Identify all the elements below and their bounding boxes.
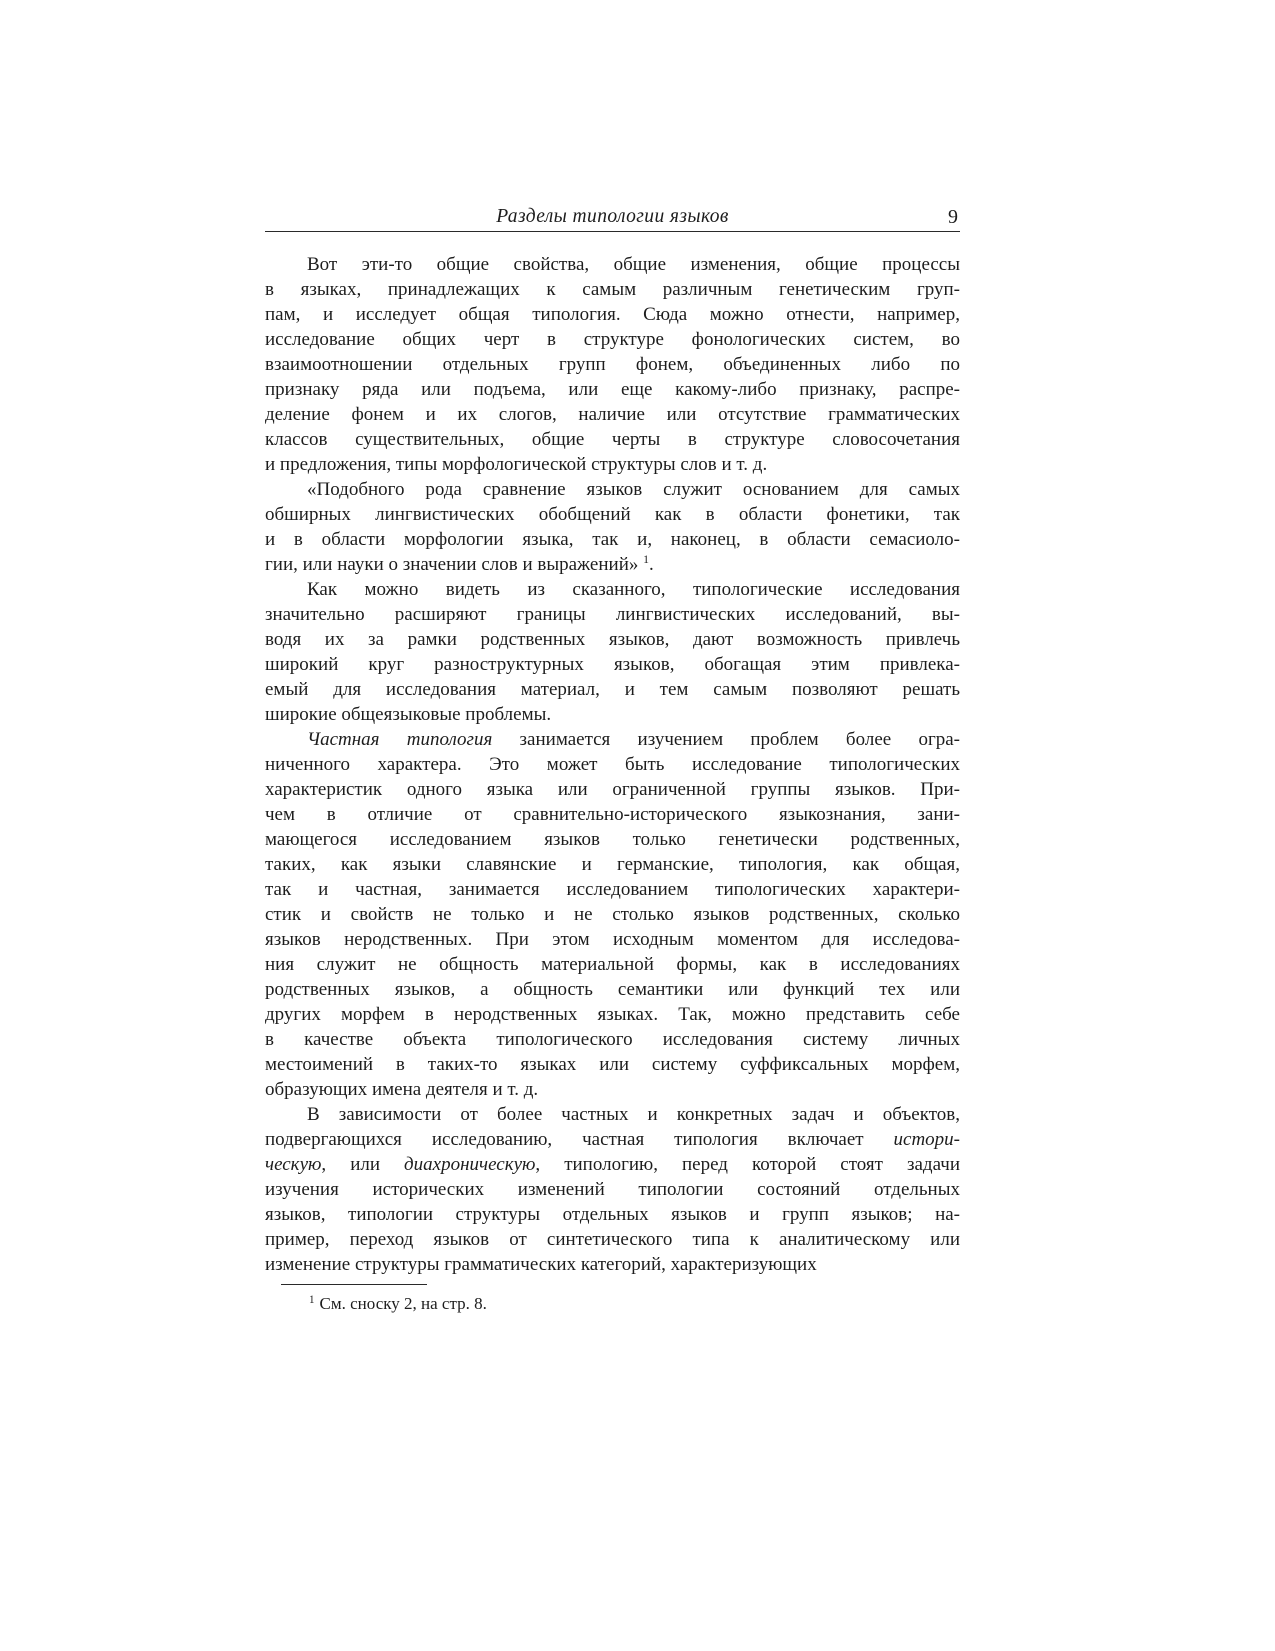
text-line	[265, 1227, 960, 1252]
text-segment: Как можно видеть из сказанного, типологические исследования	[307, 579, 960, 600]
text-segment: языков неродственных. При этом исходным моментом для исследова-	[265, 929, 960, 950]
text-line	[265, 752, 960, 777]
text-line	[265, 552, 960, 577]
text-segment: стик и свойств не только и не столько языков родственных, сколько	[265, 904, 960, 925]
text-line	[265, 977, 960, 1002]
paragraph	[265, 1102, 960, 1277]
text-line	[265, 377, 960, 402]
text-line	[265, 1127, 960, 1152]
text-segment: значительно расширяют границы лингвистических исследований, вы-	[265, 604, 960, 625]
text-line	[265, 352, 960, 377]
text-line	[265, 252, 960, 277]
text-line	[265, 277, 960, 302]
running-head-title: Разделы типологии языков	[496, 206, 729, 227]
text-segment: водя их за рамки родственных языков, дают возможность привлечь	[265, 629, 960, 650]
text-segment: гии, или науки о значении слов и выражений»	[265, 554, 644, 575]
italic-text: диахроническую	[404, 1154, 536, 1175]
text-segment: исследование общих черт в структуре фонологических систем, во	[265, 329, 960, 350]
text-segment: занимается изучением проблем более огра-	[492, 729, 960, 750]
text-line	[265, 1102, 960, 1127]
text-segment: и в области морфологии языка, так и, наконец, в области семасиоло-	[265, 529, 960, 550]
text-segment: признаку ряда или подъема, или еще какому-либо признаку, распре-	[265, 379, 960, 400]
text-line	[265, 452, 960, 477]
text-segment: родственных языков, а общность семантики или функций тех или	[265, 979, 960, 1000]
text-segment: пример, переход языков от синтетического типа к аналитическому или	[265, 1229, 960, 1250]
text-segment: языков, типологии структуры отдельных языков и групп языков; на-	[265, 1204, 960, 1225]
text-segment: и предложения, типы морфологической структуры слов и т. д.	[265, 454, 768, 475]
footnote-marker: 1	[309, 1294, 315, 1306]
italic-text: истори-	[893, 1129, 960, 1150]
text-segment: ния служит не общность материальной формы, как в исследованиях	[265, 954, 960, 975]
text-segment: классов существительных, общие черты в структуре словосочетания	[265, 429, 960, 450]
text-line	[265, 927, 960, 952]
text-segment: изучения исторических изменений типологии состояний отдельных	[265, 1179, 960, 1200]
text-line	[265, 1002, 960, 1027]
text-line	[265, 427, 960, 452]
text-line	[265, 502, 960, 527]
text-line	[265, 1027, 960, 1052]
text-segment: Вот эти-то общие свойства, общие изменения, общие процессы	[307, 254, 960, 275]
footnote-block	[265, 1284, 960, 1315]
paragraph	[265, 727, 960, 1102]
paragraph	[265, 477, 960, 577]
text-segment: пам, и исследует общая типология. Сюда можно отнести, например,	[265, 304, 960, 325]
text-line	[265, 302, 960, 327]
text-segment: таких, как языки славянские и германские, типология, как общая,	[265, 854, 960, 875]
text-line	[265, 677, 960, 702]
footnote	[265, 1285, 960, 1315]
text-block	[265, 200, 960, 1315]
text-line	[265, 852, 960, 877]
text-line	[265, 727, 960, 752]
italic-text: Частная типология	[307, 729, 493, 750]
text-segment: других морфем в неродственных языках. Так, можно представить себе	[265, 1004, 960, 1025]
text-segment: обширных лингвистических обобщений как в области фонетики, так	[265, 504, 960, 525]
text-segment: подвергающихся исследованию, частная типология включает	[265, 1129, 894, 1150]
text-line	[265, 627, 960, 652]
text-line	[265, 1177, 960, 1202]
text-line	[265, 602, 960, 627]
text-line	[265, 1077, 960, 1102]
text-segment: «Подобного рода сравнение языков служит основанием для самых	[307, 479, 960, 500]
text-segment: в качестве объекта типологического исследования систему личных	[265, 1029, 960, 1050]
text-segment: мающегося исследованием языков только генетически родственных,	[265, 829, 960, 850]
text-line	[265, 777, 960, 802]
text-line	[265, 952, 960, 977]
text-line	[265, 402, 960, 427]
text-segment: образующих имена деятеля и т. д.	[265, 1079, 539, 1100]
text-segment: , или	[321, 1154, 405, 1175]
text-segment: .	[649, 554, 654, 575]
italic-text: ческую	[265, 1154, 322, 1175]
text-segment: широкий круг разноструктурных языков, обогащая этим привлека-	[265, 654, 960, 675]
text-segment: В зависимости от более частных и конкретных задач и объектов,	[307, 1104, 960, 1125]
text-line	[265, 902, 960, 927]
text-line	[265, 1052, 960, 1077]
text-segment: чем в отличие от сравнительно-исторического языкознания, зани-	[265, 804, 960, 825]
running-head	[265, 200, 960, 232]
text-line	[265, 477, 960, 502]
text-line	[265, 702, 960, 727]
page-body	[265, 252, 960, 1277]
text-line	[265, 827, 960, 852]
footnote-text: См. сноску 2, на стр. 8.	[319, 1294, 487, 1313]
text-line	[265, 527, 960, 552]
text-line	[265, 1202, 960, 1227]
text-segment: ниченного характера. Это может быть исследование типологических	[265, 754, 960, 775]
text-segment: характеристик одного языка или ограниченной группы языков. При-	[265, 779, 960, 800]
paragraph	[265, 252, 960, 477]
text-line	[265, 1252, 960, 1277]
text-segment: взаимоотношении отдельных групп фонем, объединенных либо по	[265, 354, 960, 375]
text-line	[265, 652, 960, 677]
text-segment: емый для исследования материал, и тем самым позволяют решать	[265, 679, 960, 700]
text-line	[265, 877, 960, 902]
text-line	[265, 577, 960, 602]
text-segment: деление фонем и их слогов, наличие или отсутствие грамматических	[265, 404, 960, 425]
text-segment: в языках, принадлежащих к самым различным генетическим груп-	[265, 279, 960, 300]
footnote-reference: 1	[643, 553, 649, 566]
text-segment: , типологию, перед которой стоят задачи	[535, 1154, 960, 1175]
text-segment: так и частная, занимается исследованием типологических характери-	[265, 879, 960, 900]
text-segment: местоимений в таких-то языках или систему суффиксальных морфем,	[265, 1054, 960, 1075]
text-segment: изменение структуры грамматических категорий, характеризующих	[265, 1254, 817, 1275]
paragraph	[265, 577, 960, 727]
text-line	[265, 1152, 960, 1177]
text-line	[265, 802, 960, 827]
text-line	[265, 327, 960, 352]
text-segment: широкие общеязыковые проблемы.	[265, 704, 552, 725]
page-number: 9	[948, 206, 958, 228]
